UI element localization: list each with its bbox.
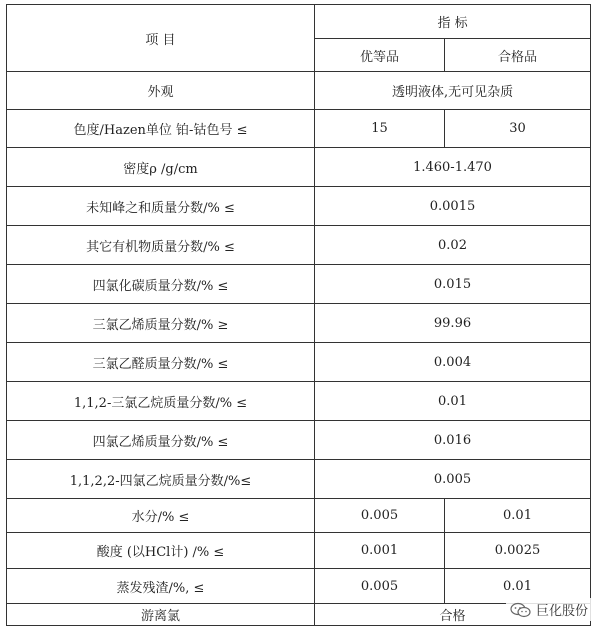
table-row	[7, 110, 591, 148]
row-label: 酸度 (以HCl计) /% ≤	[7, 533, 315, 569]
header-row	[7, 5, 591, 39]
table-row	[7, 343, 591, 382]
row-value: 0.01	[315, 382, 591, 421]
watermark	[506, 598, 592, 621]
row-value: 0.02	[315, 226, 591, 265]
row-label: 未知峰之和质量分数/% ≤	[7, 187, 315, 226]
qualified-value: 30	[445, 110, 591, 148]
row-label: 1,1,2,2-四氯乙烷质量分数/%≤	[7, 460, 315, 499]
table-row	[7, 226, 591, 265]
index-header: 指 标	[315, 5, 591, 39]
row-label: 四氯化碳质量分数/% ≤	[7, 265, 315, 304]
premium-value: 15	[315, 110, 445, 148]
row-label: 1,1,2-三氯乙烷质量分数/% ≤	[7, 382, 315, 421]
spec-table	[6, 4, 591, 626]
table-row	[7, 304, 591, 343]
table-row	[7, 148, 591, 187]
row-value: 0.015	[315, 265, 591, 304]
row-value: 1.460-1.470	[315, 148, 591, 187]
premium-grade-header: 优等品	[315, 39, 445, 72]
qualified-value: 0.01	[445, 569, 591, 604]
row-label: 三氯乙醛质量分数/% ≤	[7, 343, 315, 382]
watermark-text: 巨化股份	[535, 604, 588, 619]
row-value: 合格	[315, 604, 591, 626]
row-value: 0.0015	[315, 187, 591, 226]
row-value: 0.004	[315, 343, 591, 382]
item-header: 项 目	[7, 5, 315, 72]
table-row	[7, 72, 591, 110]
table-row	[7, 604, 591, 626]
row-label: 水分/% ≤	[7, 499, 315, 533]
premium-value: 0.005	[315, 569, 445, 604]
qualified-grade-header: 合格品	[445, 39, 591, 72]
table-row	[7, 533, 591, 569]
table-row	[7, 499, 591, 533]
row-value: 99.96	[315, 304, 591, 343]
row-value: 透明液体,无可见杂质	[315, 72, 591, 110]
table-row	[7, 460, 591, 499]
row-label: 游离氯	[7, 604, 315, 626]
row-label: 三氯乙烯质量分数/% ≥	[7, 304, 315, 343]
qualified-value: 0.0025	[445, 533, 591, 569]
row-value: 0.016	[315, 421, 591, 460]
row-label: 色度/Hazen单位 铂-钴色号 ≤	[7, 110, 315, 148]
premium-value: 0.005	[315, 499, 445, 533]
table-row	[7, 421, 591, 460]
row-value: 0.005	[315, 460, 591, 499]
table-row	[7, 187, 591, 226]
qualified-value: 0.01	[445, 499, 591, 533]
table-row	[7, 569, 591, 604]
premium-value: 0.001	[315, 533, 445, 569]
row-label: 其它有机物质量分数/% ≤	[7, 226, 315, 265]
table-row	[7, 265, 591, 304]
row-label: 密度ρ /g/cm	[7, 148, 315, 187]
row-label: 蒸发残渣/%, ≤	[7, 569, 315, 604]
row-label: 四氯乙烯质量分数/% ≤	[7, 421, 315, 460]
table-row	[7, 382, 591, 421]
wechat-icon	[510, 602, 532, 618]
row-label: 外观	[7, 72, 315, 110]
